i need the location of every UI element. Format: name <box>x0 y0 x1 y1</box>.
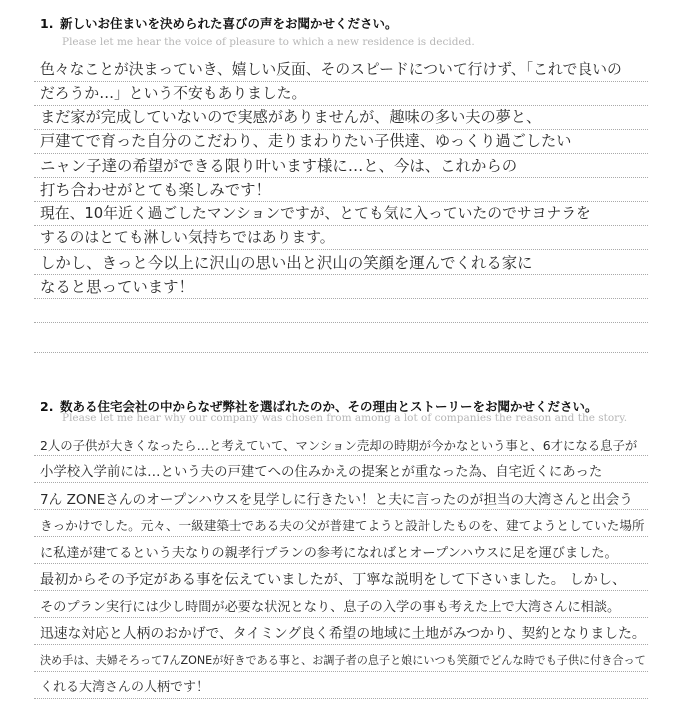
answer-1-line: 打ち合わせがとても楽しみです！ <box>40 181 271 199</box>
answer-1-line: ニャン子達の希望ができる限り叶います様に…と、今は、これからの <box>40 157 518 175</box>
answer-2-line: くれる大湾さんの人柄です！ <box>40 680 210 695</box>
answer-2-line: 7ん ZONEさんのオープンハウスを見学しに行きたい！と夫に言ったのが担当の大湾さんと出会う <box>40 492 633 508</box>
answer-1-line: するのはとても淋しい気持ちではあります。 <box>40 229 335 246</box>
answer-1-line: しかし、きっと今以上に沢山の思い出と沢山の笑顔を運んでくれる家に <box>40 254 533 272</box>
question-2-title: 数ある住宅会社の中からなぜ弊社を選ばれたのか、その理由とストーリーをお聞かせください。 <box>60 399 598 414</box>
answer-2-line: 決め手は、夫婦そろって7んZONEが好きである事と、お調子者の息子と娘にいつも笑顔でどんな時でも子供に付き合って <box>40 653 646 667</box>
question-2-number: 2. <box>40 399 54 414</box>
question-1-title: 新しいお住まいを決められた喜びの声をお聞かせください。 <box>60 16 398 31</box>
answer-1-line: だろうか…」という不安もありました。 <box>40 85 307 102</box>
answer-2-line: きっかけでした。元々、一級建築士である夫の父が普建てようと設計したものを、建てようとしていた場所 <box>40 518 645 533</box>
answer-2-line: 2人の子供が大きくなったら…と考えていて、マンション売却の時期が今かなという事と、6才になる息子が <box>40 438 638 453</box>
answer-2-line: 最初からその予定がある事を伝えていましたが、丁寧な説明をして下さいました。 しかし、 <box>40 572 627 588</box>
question-1-number: 1. <box>40 16 54 31</box>
question-1-subtitle-en: Please let me hear the voice of pleasure to which a new residence is decided. <box>62 36 475 48</box>
answer-1-line: 現在、10年近く過ごしたマンションですが、とても気に入っていたのでサヨナラを <box>40 205 591 222</box>
answer-2-line: そのプラン実行には少し時間が必要な状況となり、息子の入学の事も考えた上で大湾さんに相談。 <box>40 600 621 615</box>
answer-1-line: 戸建てで育った自分のこだわり、走りまわりたい子供達、ゆっくり過ごしたい <box>40 132 572 150</box>
answer-2-line: 迅速な対応と人柄のおかげで、タイミング良く希望の地域に土地がみつかり、契約となりました。 <box>40 626 646 642</box>
answer-1-line: 色々なことが決まっていき、嬉しい反面、そのスピードについて行けず、「これで良いの <box>40 61 622 78</box>
question-2-subtitle-en: Please let me hear why our company was chosen from among a lot of companies the reason and the story. <box>62 412 628 424</box>
question-1-heading <box>40 14 398 32</box>
answer-2-line: に私達が建てるという夫なりの親孝行プランの参考になればとオープンハウスに足を運びました。 <box>40 546 618 561</box>
answer-1-line: まだ家が完成していないので実感がありませんが、趣味の多い夫の夢と、 <box>40 108 542 126</box>
answer-1-line: なると思っています！ <box>40 278 194 296</box>
answer-2-line: 小学校入学前には…という夫の戸建てへの住みかえの提案とが重なった為、自宅近くにあった <box>40 465 603 480</box>
